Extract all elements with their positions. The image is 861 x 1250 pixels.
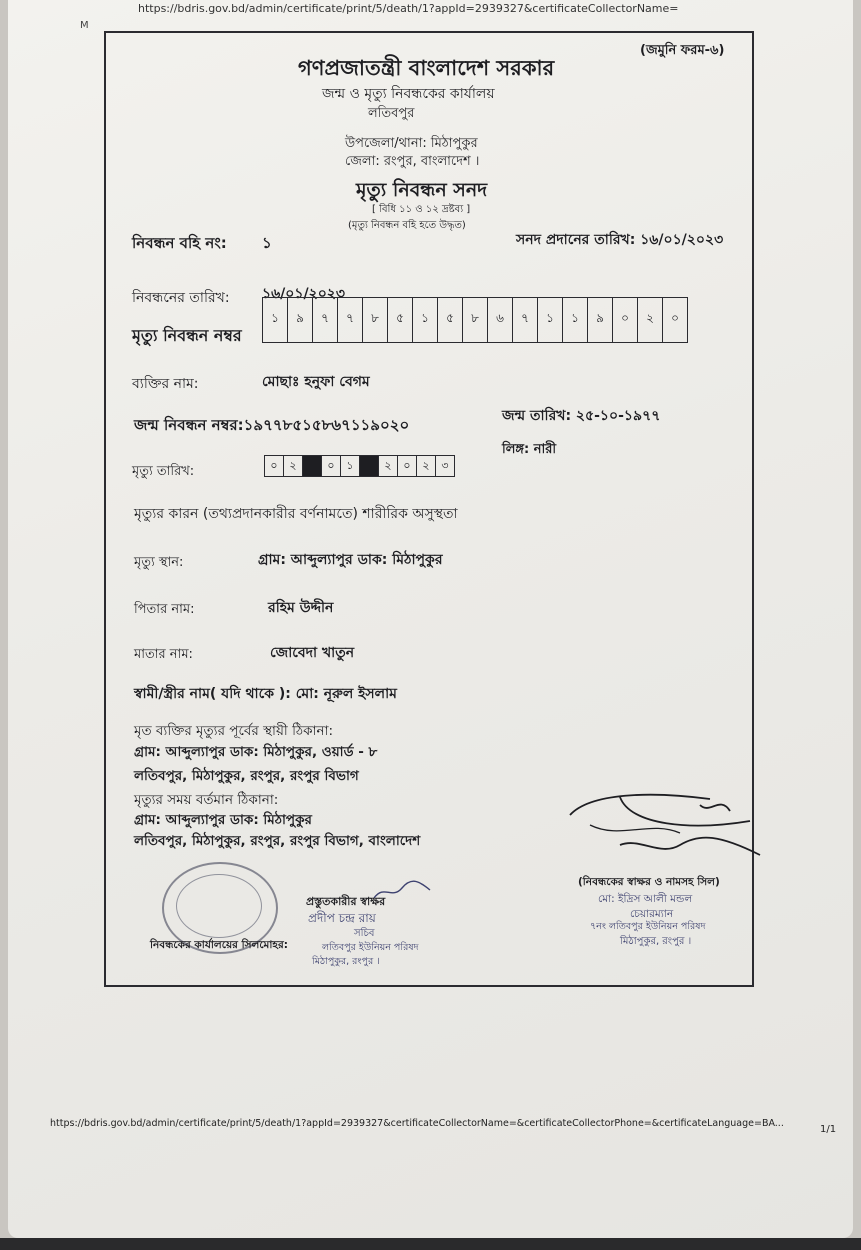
death-reg-digit: ৮	[363, 298, 388, 342]
date-separator-box	[303, 456, 322, 476]
name-value: মোছাঃ হনুফা বেগম	[262, 374, 370, 390]
death-date-digit: ২	[379, 456, 398, 476]
page-number: 1/1	[820, 1124, 837, 1135]
book-no-value: ১	[262, 234, 272, 252]
union-heading: লতিবপুর	[368, 106, 415, 121]
death-reg-number-boxes	[262, 297, 688, 343]
death-reg-digit: ০	[613, 298, 638, 342]
death-reg-digit: ৬	[488, 298, 513, 342]
name-label: ব্যক্তির নাম:	[132, 376, 199, 392]
office-seal-label: নিবন্ধকের কার্যালয়ের সিলমোহর:	[150, 939, 288, 951]
perm-address-line1: গ্রাম: আব্দুল্যাপুর ডাক: মিঠাপুকুর, ওয়ার্ড - ৮	[134, 744, 378, 760]
birth-date: জন্ম তারিখ: ২৫-১০-১৯৭৭	[502, 408, 661, 424]
certificate-title: মৃত্যু নিবন্ধন সনদ	[356, 179, 488, 201]
chairman-name: মো: ইদ্রিস আলী মন্ডল	[598, 893, 693, 905]
death-reg-digit: ০	[671, 311, 679, 325]
print-url-footer: https://bdris.gov.bd/admin/certificate/print/5/death/1?appId=2939327&certificateCollectorName=&certificateCollectorPhone=&certificateLanguage=BA...	[50, 1118, 784, 1129]
death-date-digit: ০	[322, 456, 341, 476]
death-date-boxes	[264, 455, 455, 477]
death-date-digit: ১	[341, 456, 360, 476]
upazila-text: উপজেলা/থানা: মিঠাপুকুর	[345, 136, 478, 151]
death-date-digit: ৩	[441, 458, 449, 472]
death-date-digit: ০	[398, 456, 417, 476]
print-url-header: https://bdris.gov.bd/admin/certificate/print/5/death/1?appId=2939327&certificateCollectorName=	[138, 2, 679, 15]
death-reg-label: মৃত্যু নিবন্ধন নম্বর	[132, 326, 242, 345]
print-corner-text: M	[80, 20, 89, 31]
preparer-name: প্রদীপ চন্দ্র রায়	[308, 911, 376, 925]
death-place-value: গ্রাম: আব্দুল্যাপুর ডাক: মিঠাপুকুর	[258, 552, 443, 568]
death-date-label: মৃত্যু তারিখ:	[132, 464, 195, 479]
death-date-digit: ২	[284, 456, 303, 476]
death-reg-digit: ১	[538, 298, 563, 342]
preparer-title: সচিব	[354, 928, 375, 939]
death-reg-digit: ৫	[438, 298, 463, 342]
issue-date: সনদ প্রদানের তারিখ: ১৬/০১/২০২৩	[516, 232, 724, 248]
father-label: পিতার নাম:	[134, 602, 195, 617]
birth-reg-number: জন্ম নিবন্ধন নম্বর:১৯৭৭৮৫১৫৮৬৭১১৯০২০	[134, 416, 410, 434]
father-value: রহিম উদ্দীন	[268, 600, 334, 616]
union-seal-line2: মিঠাপুকুর, রংপুর ।	[312, 956, 380, 967]
death-reg-digit: ৯	[288, 298, 313, 342]
reg-date-value: ১৬/০১/২০২৩	[262, 286, 346, 302]
death-cause: মৃত্যুর কারন (তথ্যপ্রদানকারীর বর্ণনামতে) শারীরিক অসুস্থতা	[134, 506, 458, 522]
mother-value: জোবেদা খাতুন	[270, 645, 355, 661]
district-text: জেলা: রংপুর, বাংলাদেশ ।	[345, 154, 480, 169]
mother-label: মাতার নাম:	[134, 647, 193, 662]
death-reg-digit: ৭	[513, 298, 538, 342]
death-reg-digit: ২	[638, 298, 663, 342]
registrar-signature-label: (নিবন্ধকের স্বাক্ষর ও নামসহ সিল)	[578, 876, 720, 888]
current-address-label: মৃত্যুর সময় বর্তমান ঠিকানা:	[134, 792, 279, 808]
chairman-role: চেয়ারম্যান	[630, 908, 674, 920]
extract-note: (মৃত্যু নিবন্ধন বহি হতে উদ্ধৃত)	[348, 220, 466, 231]
chairman-union: ৭নং লতিবপুর ইউনিয়ন পরিষদ	[590, 921, 706, 932]
spouse-name: স্বামী/স্ত্রীর নাম( যদি থাকে ): মো: নূরুল ইসলাম	[134, 686, 397, 702]
death-reg-digit: ১	[563, 298, 588, 342]
perm-address-line2: লতিবপুর, মিঠাপুকুর, রংপুর, রংপুর বিভাগ	[134, 768, 359, 784]
office-seal-inner-ring	[176, 874, 262, 938]
death-reg-digit: ৭	[313, 298, 338, 342]
table-edge	[0, 1238, 861, 1250]
date-separator-box	[360, 456, 379, 476]
government-heading: গণপ্রজাতন্ত্রী বাংলাদেশ সরকার	[298, 56, 555, 80]
preparer-label: প্রস্তুতকারীর স্বাক্ষর	[306, 895, 386, 908]
gender: লিঙ্গ: নারী	[502, 442, 557, 457]
office-heading: জন্ম ও মৃত্যু নিবন্ধকের কার্যালয়	[322, 86, 495, 102]
reg-date-label: নিবন্ধনের তারিখ:	[132, 290, 230, 306]
rule-note: [ বিধি ১১ ও ১২ দ্রষ্টব্য ]	[372, 204, 471, 215]
death-reg-digit: ৯	[588, 298, 613, 342]
book-no-label: নিবন্ধন বহি নং:	[132, 234, 227, 252]
current-address-line2: লতিবপুর, মিঠাপুকুর, রংপুর, রংপুর বিভাগ, বাংলাদেশ	[134, 833, 421, 849]
death-reg-digit: ৮	[463, 298, 488, 342]
form-number: (জমুনি ফরম-৬)	[640, 43, 725, 58]
death-date-digit: ২	[417, 456, 436, 476]
death-reg-digit: ১	[413, 298, 438, 342]
death-reg-digit: ৫	[388, 298, 413, 342]
union-seal-line1: লতিবপুর ইউনিয়ন পরিষদ	[322, 942, 419, 953]
chairman-place: মিঠাপুকুর, রংপুর ।	[620, 936, 692, 947]
registrar-signature	[560, 785, 780, 875]
death-date-digit: ০	[265, 456, 284, 476]
death-reg-digit: ১	[263, 298, 288, 342]
perm-address-label: মৃত ব্যক্তির মৃত্যুর পূর্বের স্থায়ী ঠিকানা:	[134, 723, 334, 739]
death-place-label: মৃত্যু স্থান:	[134, 555, 184, 570]
current-address-line1: গ্রাম: আব্দুল্যাপুর ডাক: মিঠাপুকুর	[134, 812, 312, 828]
death-reg-digit: ৭	[338, 298, 363, 342]
